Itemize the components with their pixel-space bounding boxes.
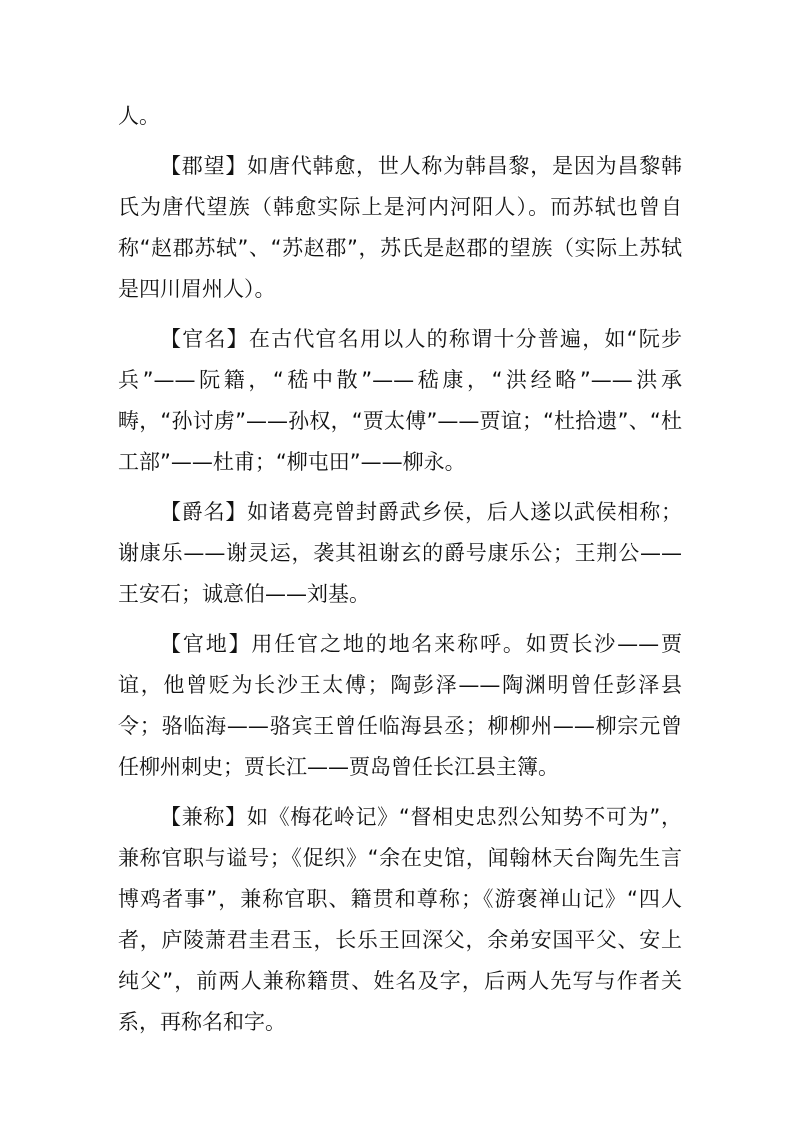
paragraph-jiancheng: 【兼称】如《梅花岭记》“督相史忠烈公知势不可为”，兼称官职与谥号；《促织》“余在史馆，闻翰林天台陶先生言博鸡者事”，兼称官职、籍贯和尊称；《游褒禅山记》“四人者，庐陵萧君圭君玉，长乐王回深父，余弟安国平父、安上纯父”，前两人兼称籍贯、姓名及字，后两人先写与作者关系，再称名和字。 — [118, 805, 682, 1034]
paragraph-jueming: 【爵名】如诸葛亮曾封爵武乡侯，后人遂以武侯相称；谢康乐——谢灵运，袭其祖谢玄的爵号康乐公；王荆公——王安石；诚意伯——刘基。 — [118, 500, 682, 606]
paragraph-guanming: 【官名】在古代官名用以人的称谓十分普遍，如“阮步兵”——阮籍，“嵇中散”——嵇康，“洪经略”——洪承畴，“孙讨虏”——孙权，“贾太傅”——贾谊；“杜拾遗”、“杜工部”——杜甫；“柳屯田”——柳永。 — [118, 327, 682, 474]
paragraph-continuation: 人。 — [118, 104, 160, 128]
paragraph-junwang: 【郡望】如唐代韩愈，世人称为韩昌黎，是因为昌黎韩氏为唐代望族（韩愈实际上是河内河阳人）。而苏轼也曾自称“赵郡苏轼”、“苏赵郡”，苏氏是赵郡的望族（实际上苏轼是四川眉州人）。 — [118, 154, 682, 301]
document-page — [118, 96, 682, 1043]
paragraph-guandi: 【官地】用任官之地的地名来称呼。如贾长沙——贾谊，他曾贬为长沙王太傅；陶彭泽——陶渊明曾任彭泽县令；骆临海——骆宾王曾任临海县丞；柳柳州——柳宗元曾任柳州刺史；贾长江——贾岛曾任长江县主簿。 — [118, 632, 682, 779]
